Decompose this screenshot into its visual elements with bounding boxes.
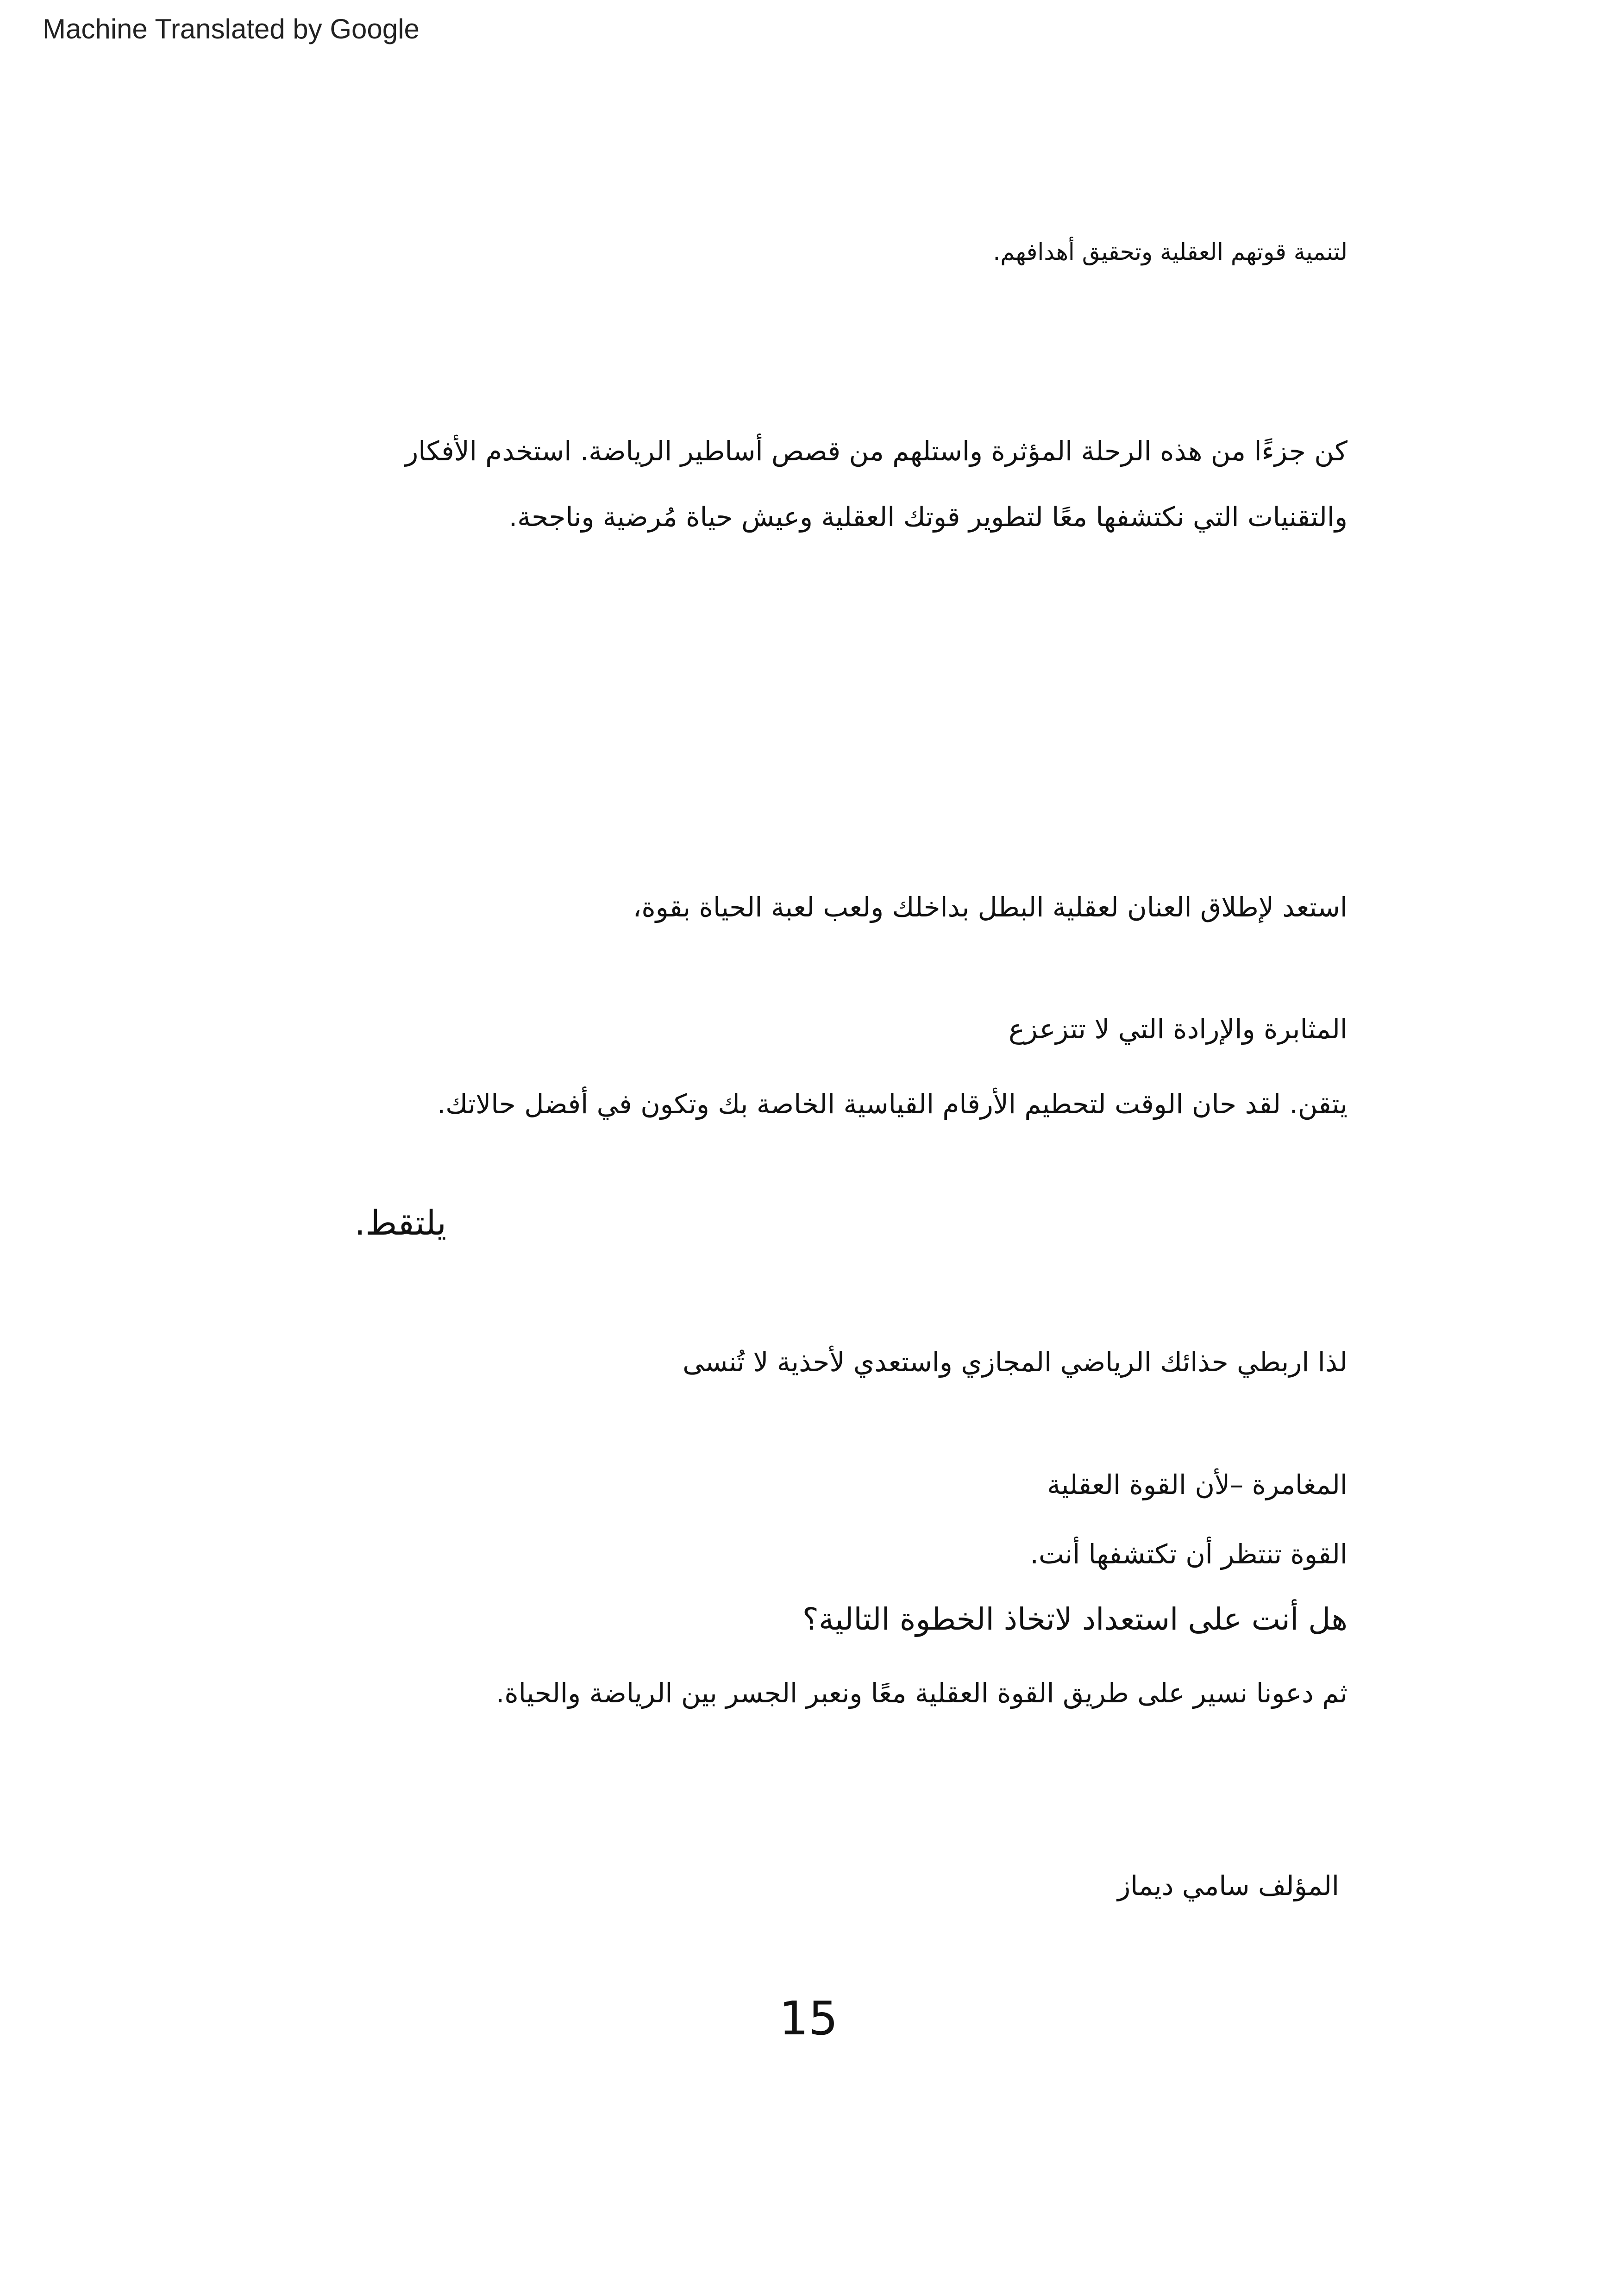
journey-line-2: والتقنيات التي نكتشفها معًا لتطوير قوتك العقلية وعيش حياة مُرضية وناجحة. bbox=[508, 501, 1348, 533]
perseverance-line: المثابرة والإرادة التي لا تتزعزع bbox=[1009, 1013, 1348, 1045]
adventure-line: المغامرة –لأن القوة العقلية bbox=[1047, 1469, 1348, 1500]
shoes-line: لذا اربطي حذائك الرياضي المجازي واستعدي لأحذية لا تُنسى bbox=[683, 1346, 1348, 1378]
machine-translation-watermark: Machine Translated by Google bbox=[43, 13, 420, 44]
question-line: هل أنت على استعداد لاتخاذ الخطوة التالية؟ bbox=[802, 1601, 1348, 1637]
author-signature: المؤلف سامي ديماز bbox=[1117, 1870, 1339, 1901]
power-waits-line: القوة تنتظر أن تكتشفها أنت. bbox=[1030, 1538, 1348, 1570]
intro-fragment: لتنمية قوتهم العقلية وتحقيق أهدافهم. bbox=[993, 238, 1348, 265]
ready-line: استعد لإطلاق العنان لعقلية البطل بداخلك ولعب لعبة الحياة بقوة، bbox=[633, 891, 1348, 923]
bridge-line: ثم دعونا نسير على طريق القوة العقلية معًا ونعبر الجسر بين الرياضة والحياة. bbox=[495, 1677, 1348, 1709]
journey-line-1: كن جزءًا من هذه الرحلة المؤثرة واستلهم من قصص أساطير الرياضة. استخدم الأفكار bbox=[405, 435, 1348, 467]
capture-word: يلتقط. bbox=[354, 1203, 446, 1243]
records-line: يتقن. لقد حان الوقت لتحطيم الأرقام القياسية الخاصة بك وتكون في أفضل حالاتك. bbox=[437, 1088, 1348, 1120]
page-number: 15 bbox=[779, 1991, 838, 2045]
